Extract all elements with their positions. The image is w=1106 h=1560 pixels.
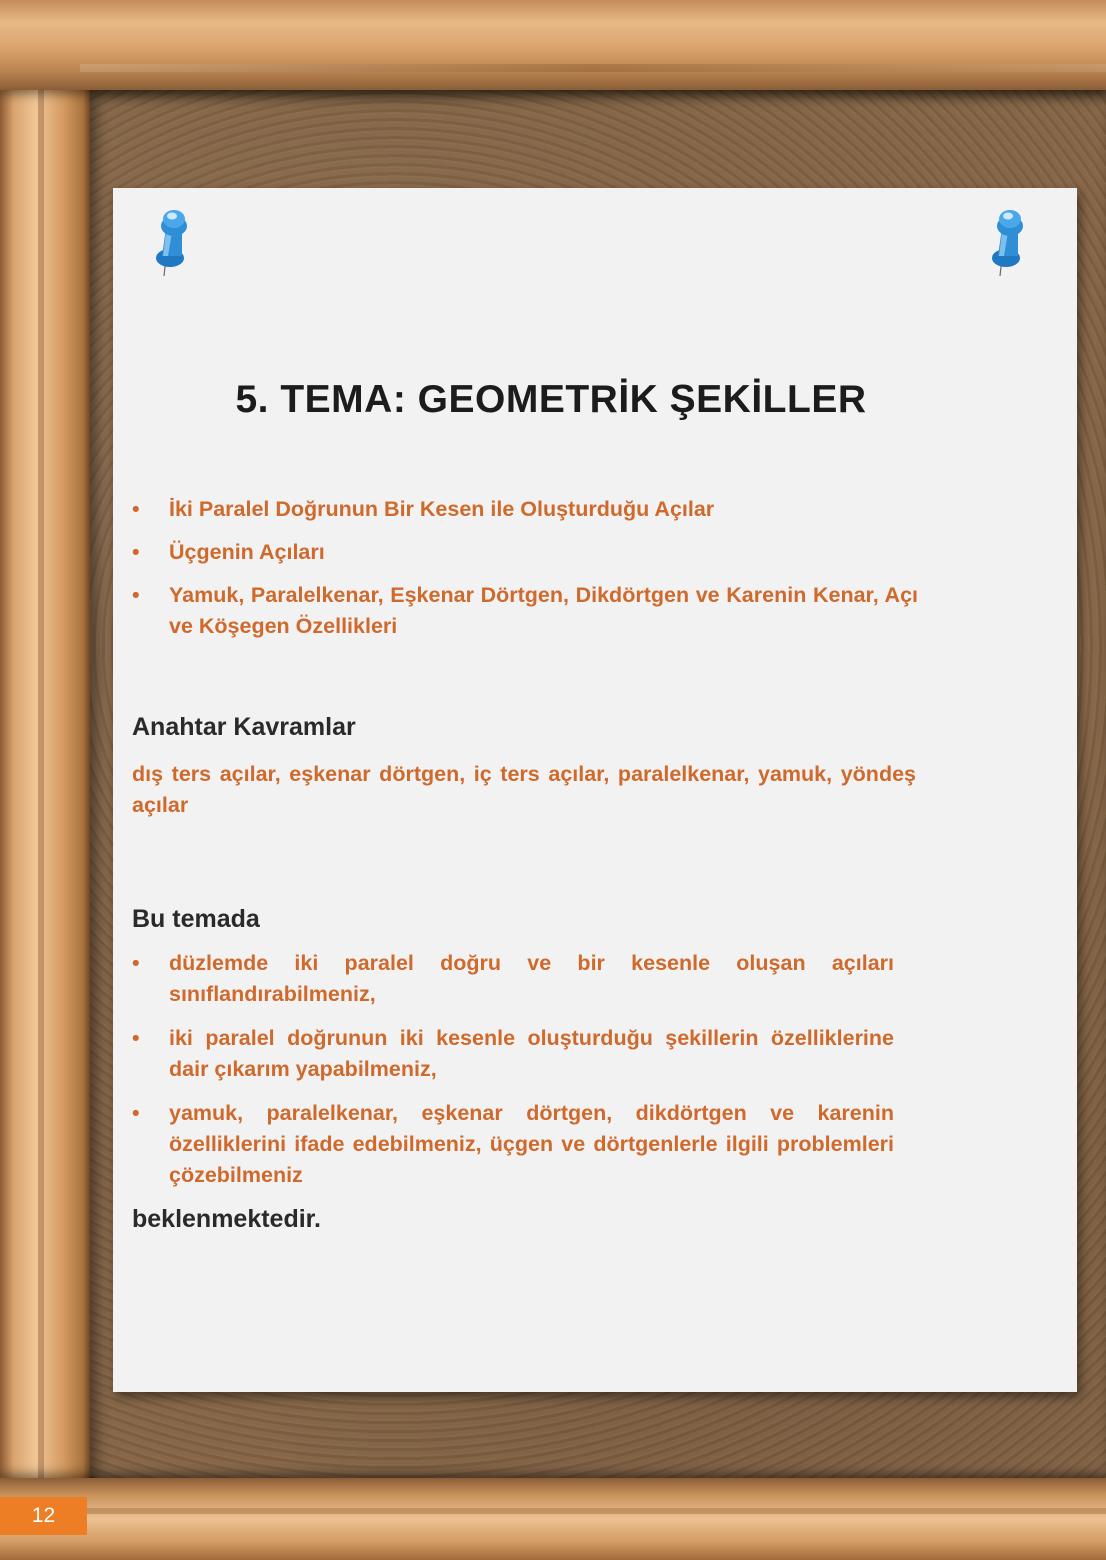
goal-text: yamuk, paralelkenar, eşkenar dörtgen, dikdörtgen ve karenin özelliklerini ifade edebilmeniz, üçgen ve dörtgenlerle ilgili problemleri çözebilmeniz — [169, 1101, 894, 1187]
page-number-badge: 12 — [0, 1497, 87, 1535]
list-item — [132, 1098, 894, 1191]
pushpin-icon — [152, 206, 196, 278]
bullet-icon: • — [132, 583, 140, 607]
wooden-frame-top — [0, 0, 1106, 90]
goal-text: düzlemde iki paralel doğru ve bir kesenle oluşan açıları sınıflandırabilmeniz, — [169, 951, 894, 1006]
bullet-icon: • — [132, 540, 140, 564]
list-item — [132, 580, 918, 642]
theme-goals-heading: Bu temada — [132, 905, 260, 933]
bullet-icon: • — [132, 1101, 140, 1125]
pushpin-icon — [988, 206, 1032, 278]
key-concepts-heading: Anahtar Kavramlar — [132, 713, 356, 741]
topic-text: İki Paralel Doğrunun Bir Kesen ile Oluşturduğu Açılar — [169, 497, 715, 521]
topic-text: Üçgenin Açıları — [169, 540, 325, 564]
theme-goals-list — [132, 948, 894, 1204]
wooden-frame-left — [0, 0, 90, 1560]
list-item — [132, 537, 918, 568]
list-item — [132, 948, 894, 1010]
bullet-icon: • — [132, 497, 140, 521]
bullet-icon: • — [132, 951, 140, 975]
wooden-frame-bottom — [0, 1478, 1106, 1560]
page-title: 5. TEMA: GEOMETRİK ŞEKİLLER — [235, 378, 867, 421]
topic-text: Yamuk, Paralelkenar, Eşkenar Dörtgen, Dikdörtgen ve Karenin Kenar, Açı ve Köşegen Özellikleri — [169, 583, 918, 638]
goal-text: iki paralel doğrunun iki kesenle oluşturduğu şekillerin özelliklerine dair çıkarım yapabilmeniz, — [169, 1026, 894, 1081]
topics-list — [132, 494, 918, 654]
closing-text: beklenmektedir. — [132, 1205, 321, 1233]
key-concepts-text: dış ters açılar, eşkenar dörtgen, iç ters açılar, paralelkenar, yamuk, yöndeş açılar — [132, 762, 916, 817]
list-item — [132, 494, 918, 525]
list-item — [132, 1023, 894, 1085]
bullet-icon: • — [132, 1026, 140, 1050]
